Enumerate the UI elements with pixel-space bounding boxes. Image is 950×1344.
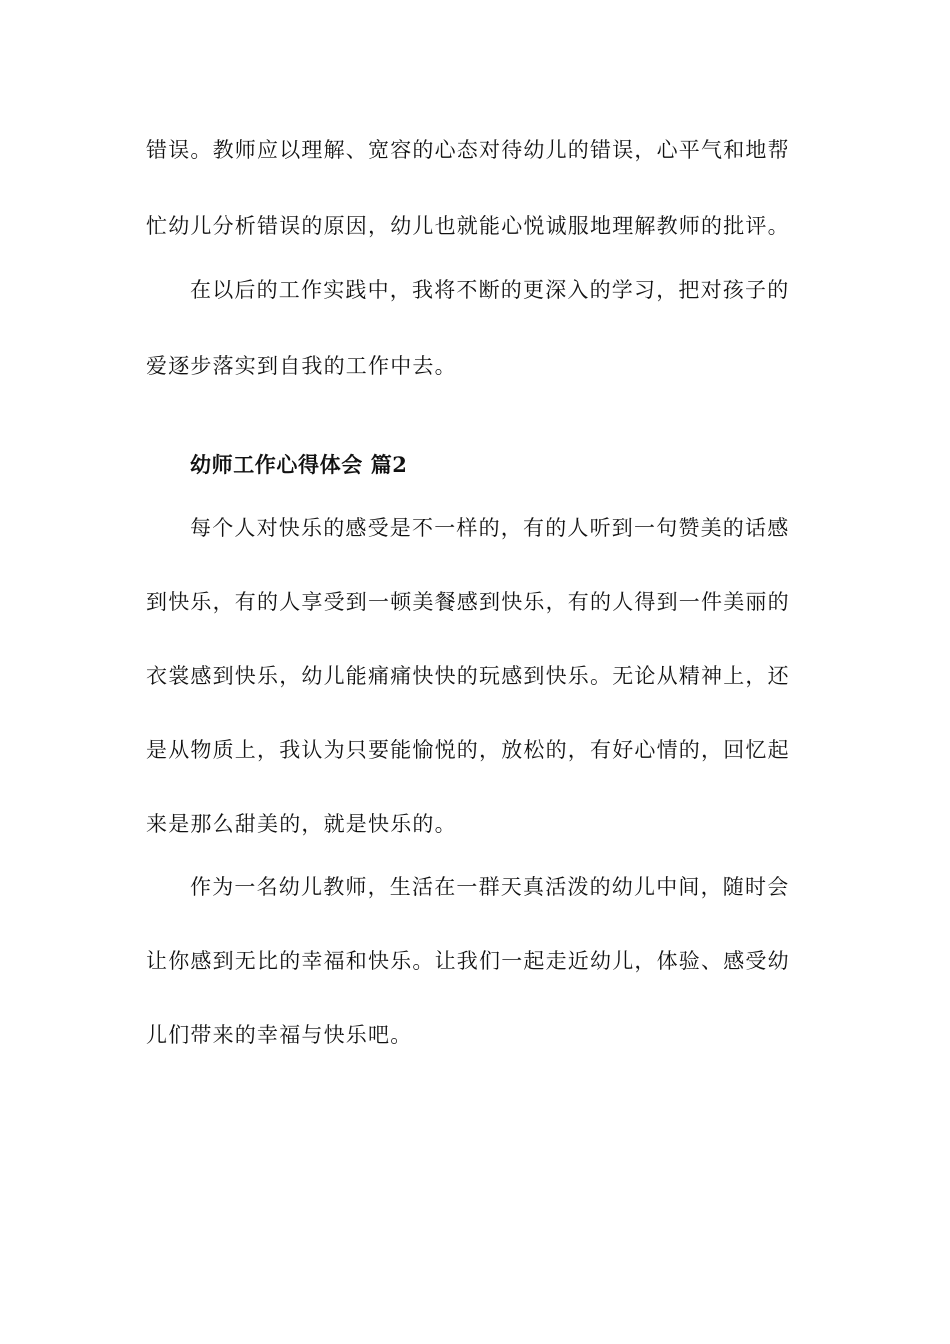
paragraph-4-line-1: 作为一名幼儿教师，生活在一群天真活泼的幼儿中间，随时会 xyxy=(190,875,790,899)
paragraph-4-line-3: 儿们带来的幸福与快乐吧。 xyxy=(146,1023,413,1047)
paragraph-2-line-2: 爱逐步落实到自我的工作中去。 xyxy=(146,354,457,378)
section-heading: 幼师工作心得体会 篇2 xyxy=(190,452,408,477)
paragraph-3-line-2: 到快乐，有的人享受到一顿美餐感到快乐，有的人得到一件美丽的 xyxy=(146,590,790,614)
paragraph-3-line-5: 来是那么甜美的，就是快乐的。 xyxy=(146,812,457,836)
paragraph-3-line-4: 是从物质上，我认为只要能愉悦的，放松的，有好心情的，回忆起 xyxy=(146,738,790,762)
paragraph-4-line-2: 让你感到无比的幸福和快乐。让我们一起走近幼儿，体验、感受幼 xyxy=(146,949,790,973)
paragraph-2-line-1: 在以后的工作实践中，我将不断的更深入的学习，把对孩子的 xyxy=(190,278,790,302)
paragraph-3-line-3: 衣裳感到快乐，幼儿能痛痛快快的玩感到快乐。无论从精神上，还 xyxy=(146,664,790,688)
paragraph-1-line-1: 错误。教师应以理解、宽容的心态对待幼儿的错误，心平气和地帮 xyxy=(146,138,790,162)
paragraph-3-line-1: 每个人对快乐的感受是不一样的，有的人听到一句赞美的话感 xyxy=(190,516,790,540)
paragraph-1-line-2: 忙幼儿分析错误的原因，幼儿也就能心悦诚服地理解教师的批评。 xyxy=(146,214,790,238)
